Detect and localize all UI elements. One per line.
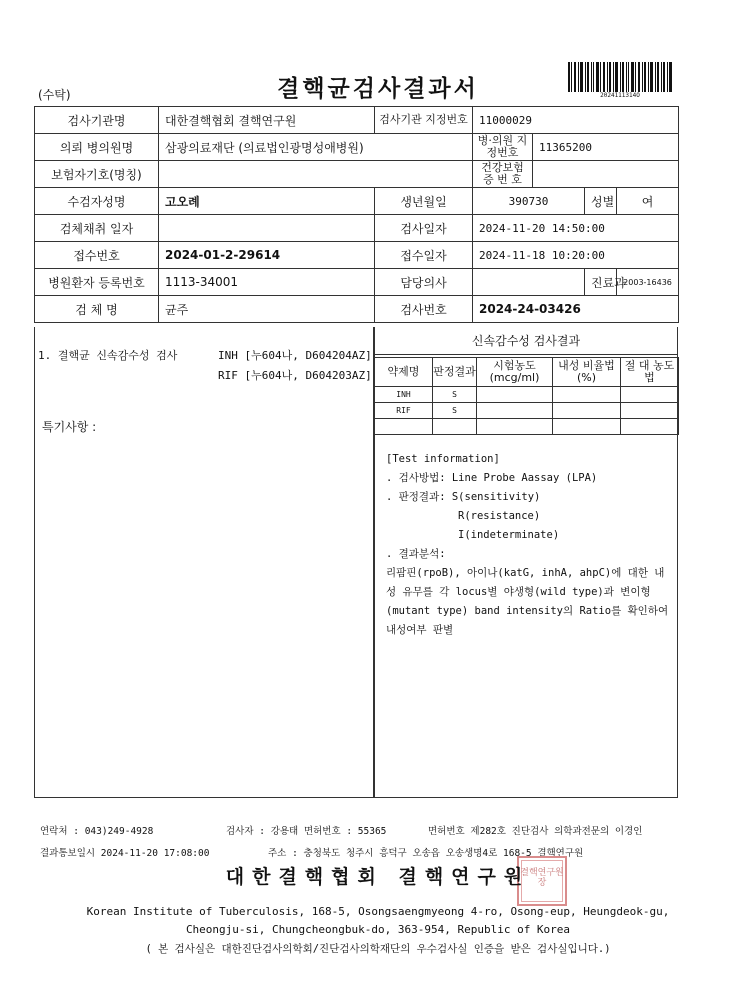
judgement-cell: S: [433, 403, 477, 419]
specimen-value: 균주: [159, 296, 375, 323]
col-concentration: 시험농도 (mcg/ml): [477, 358, 553, 387]
receipt-no-label: 접수번호: [35, 242, 159, 269]
ratio-cell: [553, 419, 621, 435]
test-no-label: 검사번호: [375, 296, 473, 323]
institution-no-label: 검사기관 지정번호: [375, 107, 473, 134]
conc-cell: [477, 387, 553, 403]
address: 주소 : 충청북도 청주시 흥덕구 오송읍 오송생명4로 168-5 결핵연구원: [268, 848, 584, 859]
insurer-label: 보험자기호(명칭): [35, 161, 159, 188]
info-resistance: R(resistance): [458, 510, 541, 522]
barcode: [568, 62, 672, 92]
results-title: 신속감수성 검사결과: [374, 327, 678, 355]
info-divider: [374, 434, 678, 435]
judgement-cell: [433, 419, 477, 435]
doctor-value: [473, 269, 585, 296]
results-table: [374, 357, 679, 435]
sex-label: 성별: [585, 188, 617, 215]
drug-cell: RIF: [375, 403, 433, 419]
page-title: 결핵균검사결과서: [277, 76, 479, 102]
test-items-panel: [34, 327, 374, 798]
health-ins-label: 건강보험 증 번 호: [473, 161, 533, 188]
receipt-no-value: 2024-01-2-29614: [159, 242, 375, 269]
examiner: 검사자 : 강용태 면허번호 : 55365: [226, 826, 387, 837]
info-analysis: . 결과분석:: [386, 548, 446, 560]
institution-value: 대한결핵협회 결핵연구원: [159, 107, 375, 134]
hospital-label: 의뢰 병의원명: [35, 134, 159, 161]
receipt-date-value: 2024-11-18 10:20:00: [473, 242, 679, 269]
ratio-cell: [553, 403, 621, 419]
table-row: [375, 403, 679, 419]
hospital-value: 삼광의료재단 (의료법인광명성애병원): [159, 134, 473, 161]
abs-cell: [621, 419, 679, 435]
abs-cell: [621, 387, 679, 403]
dob-value: 390730: [473, 188, 585, 215]
copy-label: (수탁): [38, 88, 71, 102]
specimen-label: 검 체 명: [35, 296, 159, 323]
info-indeterminate: I(indeterminate): [458, 529, 560, 541]
receipt-date-label: 접수일자: [375, 242, 473, 269]
institution-address-en-2: Cheongju-si, Chungcheongbuk-do, 363-954, Republic of Korea: [185, 923, 571, 936]
notice-date: 결과통보일시 2024-11-20 17:08:00: [40, 848, 210, 859]
test-date-value: 2024-11-20 14:50:00: [473, 215, 679, 242]
conc-cell: [477, 419, 553, 435]
table-row: [375, 387, 679, 403]
barcode-number: 2024111314O: [600, 92, 640, 99]
health-ins-value: [533, 161, 679, 188]
info-heading: [Test information]: [386, 453, 500, 465]
official-seal-text: 결핵연구원장: [520, 868, 564, 888]
test-information: [386, 450, 672, 640]
insurer-value: [159, 161, 473, 188]
notes-label: 특기사항 :: [42, 420, 97, 434]
test-item-rif: RIF [누604나, D604203AZ]: [218, 369, 372, 382]
col-absolute: 절 대 농도법: [621, 358, 679, 387]
institution-name-ko: 대한결핵협회 결핵연구원: [225, 866, 531, 888]
info-method: . 검사방법: Line Probe Aassay (LPA): [386, 472, 598, 484]
institution-no-value: 11000029: [473, 107, 679, 134]
abs-cell: [621, 403, 679, 419]
test-item-inh: INH [누604나, D604204AZ]: [218, 349, 372, 362]
collect-date-value: [159, 215, 375, 242]
col-ratio: 내성 비율법(%): [553, 358, 621, 387]
doctor-label: 담당의사: [375, 269, 473, 296]
drug-cell: [375, 419, 433, 435]
test-item-title: 1. 결핵균 신속감수성 검사: [38, 349, 178, 362]
institution-address-en-1: Korean Institute of Tuberculosis, 168-5, Osongsaengmyeong 4-ro, Osong-eup, Heungdeok-gu,: [86, 905, 670, 918]
reg-no-value: 1113-34001: [159, 269, 375, 296]
contact: 연락처 : 043)249-4928: [40, 826, 154, 837]
sex-value: 여: [617, 188, 679, 215]
test-no-value: 2024-24-03426: [473, 296, 679, 323]
table-row: [375, 419, 679, 435]
conc-cell: [477, 403, 553, 419]
reg-no-label: 병원환자 등록번호: [35, 269, 159, 296]
patient-name: 고오례: [159, 188, 375, 215]
col-judgement: 판정결과: [433, 358, 477, 387]
clinic-no-value: 11365200: [533, 134, 679, 161]
info-analysis-text: 리팜핀(rpoB), 아이나(katG, inhA, ahpC)에 대한 내성 유무를 각 locus별 야생형(wild type)과 변이형(mutant type) band intensity의 Ratio를 확인하여 내성여부 판별: [386, 567, 669, 636]
dept-label: 진료과: [585, 269, 617, 296]
judgement-cell: S: [433, 387, 477, 403]
certification-note: ( 본 검사실은 대한진단검사의학회/진단검사의학재단의 우수검사실 인증을 받은 검사실입니다.): [145, 943, 611, 955]
dept-value: 2003-16436: [617, 269, 679, 296]
test-date-label: 검사일자: [375, 215, 473, 242]
institution-label: 검사기관명: [35, 107, 159, 134]
info-grid: [34, 106, 679, 323]
patient-label: 수검자성명: [35, 188, 159, 215]
clinic-no-label: 병·의원 지정번호: [473, 134, 533, 161]
ratio-cell: [553, 387, 621, 403]
info-judgement: . 판정결과: S(sensitivity): [386, 491, 541, 503]
license: 면허번호 제282호 진단검사 의학과전문의 이경인: [428, 826, 643, 837]
drug-cell: INH: [375, 387, 433, 403]
col-drug: 약제명: [375, 358, 433, 387]
dob-label: 생년월일: [375, 188, 473, 215]
collect-date-label: 검체채취 일자: [35, 215, 159, 242]
